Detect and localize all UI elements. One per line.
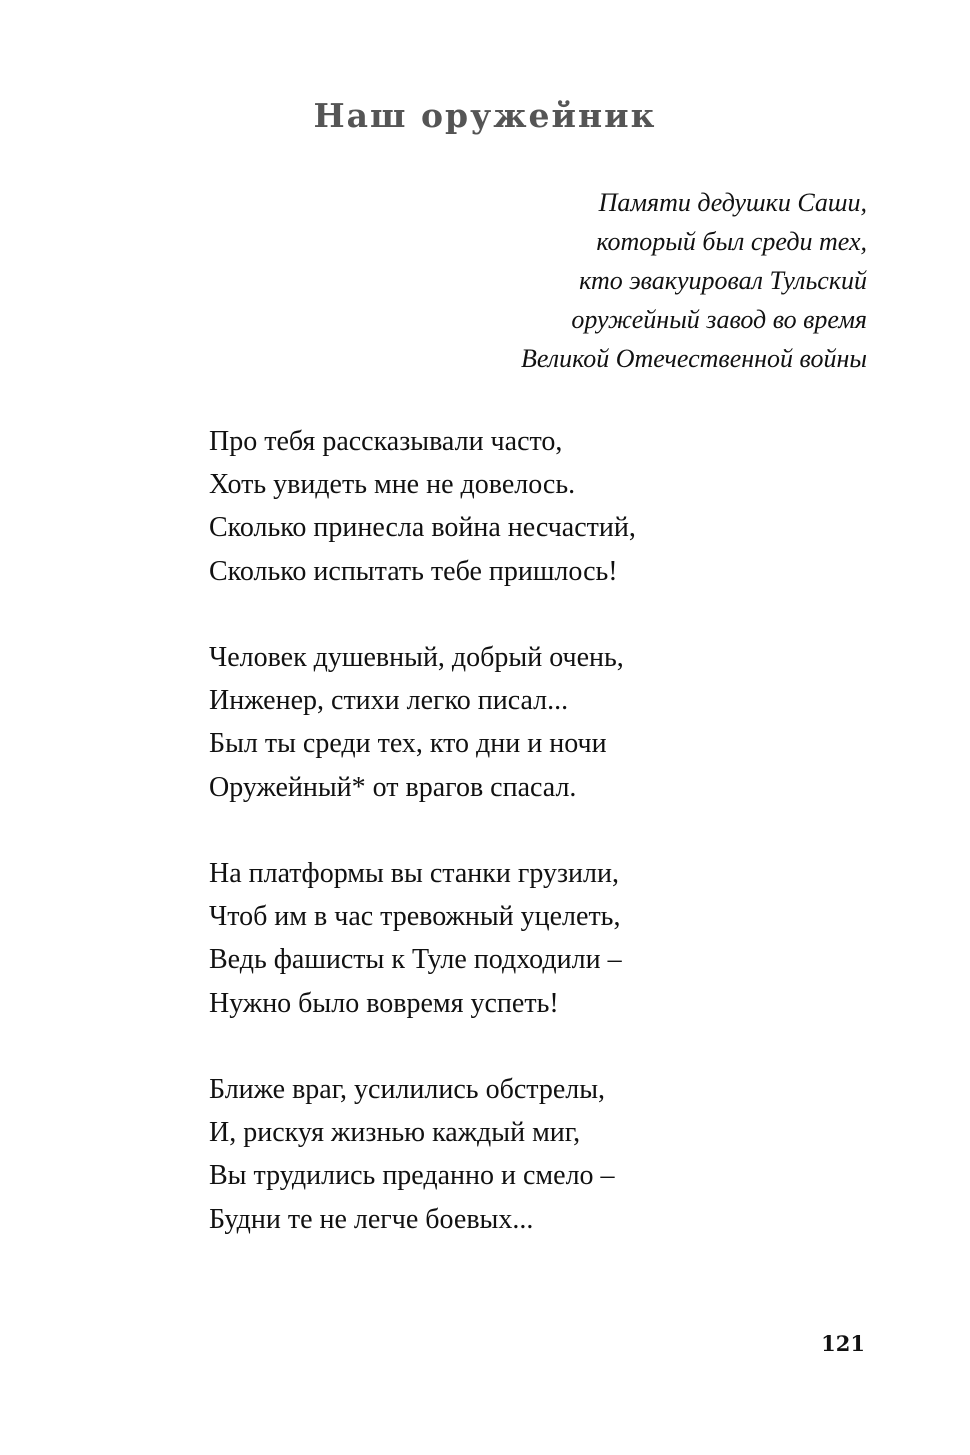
epigraph — [521, 183, 867, 378]
poem-line: Про тебя рассказывали часто, — [209, 426, 563, 457]
poem-line: Вы трудились преданно и смело – — [209, 1160, 615, 1192]
poem-line: Чтоб им в час тревожный уцелеть, — [209, 901, 621, 933]
poem-body — [209, 420, 636, 1284]
poem-line: И, рискуя жизнью каждый миг, — [209, 1117, 581, 1149]
poem-line: Сколько испытать тебе пришлось! — [209, 555, 618, 587]
stanza — [209, 1068, 636, 1241]
page-number: 121 — [821, 1331, 865, 1356]
poem-line: На платформы вы станки грузили, — [209, 858, 619, 889]
poem-line: Ближе враг, усилились обстрелы, — [209, 1074, 606, 1105]
stanza — [209, 420, 636, 593]
epigraph-line: который был среди тех, — [596, 227, 867, 256]
poem-line: Нужно было вовремя успеть! — [209, 987, 559, 1019]
epigraph-line: кто эвакуировал Тульский — [579, 266, 867, 295]
stanza — [209, 636, 636, 809]
poem-line: Инженер, стихи легко писал... — [209, 685, 569, 717]
poem-line: Будни те не легче боевых... — [209, 1203, 534, 1235]
poem-line: Человек душевный, добрый очень, — [209, 642, 624, 673]
poem-line: Ведь фашисты к Туле подходили – — [209, 944, 622, 976]
poem-title: Наш оружейник — [313, 96, 657, 135]
epigraph-line: Великой Отечественной войны — [520, 344, 867, 373]
stanza — [209, 852, 636, 1025]
poem-line: Оружейный* от врагов спасал. — [209, 771, 577, 803]
poem-line: Был ты среди тех, кто дни и ночи — [209, 728, 607, 760]
poem-line: Сколько принесла война несчастий, — [209, 512, 636, 544]
poem-line: Хоть увидеть мне не довелось. — [209, 469, 576, 501]
epigraph-line: Памяти дедушки Саши, — [598, 188, 867, 217]
epigraph-line: оружейный завод во время — [571, 305, 867, 334]
